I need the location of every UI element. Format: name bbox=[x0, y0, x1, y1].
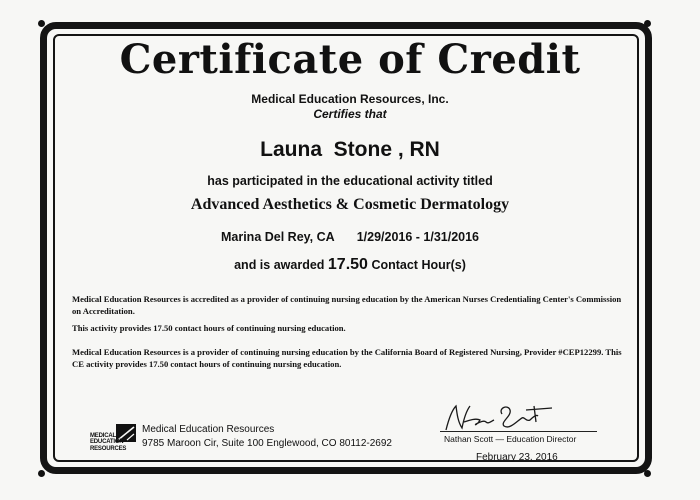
awarded-line bbox=[0, 256, 700, 274]
signer-name-title: Nathan Scott — Education Director bbox=[444, 434, 577, 444]
awarded-prefix: and is awarded bbox=[234, 258, 325, 272]
issuer-name: Medical Education Resources, Inc. bbox=[251, 92, 449, 106]
organization-address: 9785 Maroon Cir, Suite 100 Englewood, CO 80112-2692 bbox=[142, 438, 392, 449]
corner-dot-bottom-left bbox=[38, 470, 45, 477]
corner-dot-top-left bbox=[38, 20, 45, 27]
activity-title: Advanced Aesthetics & Cosmetic Dermatology bbox=[190, 196, 510, 213]
logo-text-line: EDUCATION bbox=[90, 439, 124, 445]
certifies-text: Certifies that bbox=[313, 107, 387, 121]
mer-logo-icon bbox=[90, 424, 136, 452]
logo-text-line: MEDICAL bbox=[90, 432, 116, 439]
signature-line bbox=[440, 431, 597, 432]
awarded-suffix: Contact Hour(s) bbox=[371, 258, 466, 272]
contact-hours-paragraph: This activity provides 17.50 contact hours of continuing nursing education. bbox=[72, 323, 346, 333]
recipient-name: Launa Stone , RN bbox=[260, 138, 440, 161]
location-date-line bbox=[0, 230, 700, 244]
contact-hours-value: 17.50 bbox=[327, 256, 368, 273]
corner-dot-top-right bbox=[644, 20, 651, 27]
logo-text-line: RESOURCES bbox=[90, 445, 127, 452]
organization-name: Medical Education Resources bbox=[142, 424, 275, 435]
logo-text bbox=[90, 433, 126, 453]
certificate-title: Certificate of Credit bbox=[119, 36, 581, 83]
signature-icon bbox=[440, 400, 560, 434]
accreditation-paragraph: Medical Education Resources is accredited as a provider of continuing nursing education by the American Nurses Credentialing Center's Commission on Accreditation. bbox=[72, 294, 622, 316]
activity-dates: 1/29/2016 - 1/31/2016 bbox=[356, 230, 480, 244]
signature-date: February 23, 2016 bbox=[476, 452, 558, 463]
california-paragraph: Medical Education Resources is a provider of continuing nursing education by the California Board of Registered Nursing, Provider #CEP12299. This CE activity provides 17.50 contact hours of continuing nursing education. bbox=[72, 347, 622, 369]
corner-dot-bottom-right bbox=[644, 470, 651, 477]
participation-text: has participated in the educational activity titled bbox=[207, 174, 493, 188]
activity-location: Marina Del Rey, CA bbox=[220, 230, 335, 244]
